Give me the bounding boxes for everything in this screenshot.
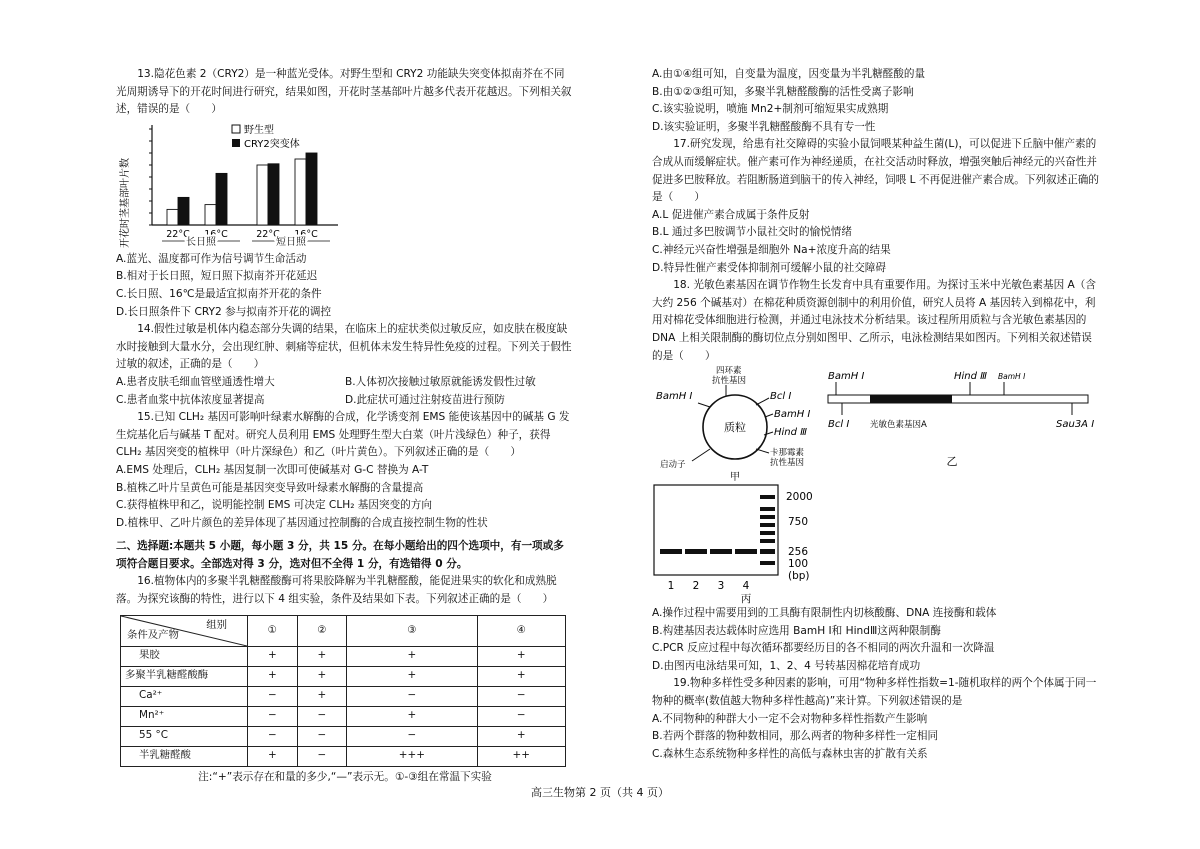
ladder-band	[760, 515, 775, 519]
q18-stem: 18. 光敏色素基因在调节作物生长发育中具有重要作用。为探讨玉米中光敏色素基因 A（含大约 256 个碱基对）在棉花种质资源创制中的利用价值，研究人员将 A 基因转入到棉花中，利用对棉花受体细胞进行检测，并通过电泳技术分析结果。该过程所用质粒与含光敏色素基因的 DNA 上相关限制酶的酶切位点分别如图甲、乙所示，电泳检测结果如图丙。下列相关叙述错误的是（ ）	[652, 279, 1096, 362]
table-cell: −	[248, 726, 298, 746]
bars	[167, 153, 317, 225]
dna-strand	[828, 395, 1088, 403]
long-day-label: 长日照	[186, 236, 216, 248]
dna-bamh1: BamH Ⅰ	[828, 371, 865, 383]
row-label: 多聚半乳糖醛酸酶	[121, 666, 248, 686]
page-footer: 高三生物第 2 页（共 4 页）	[531, 786, 669, 799]
table-cell: −	[297, 706, 347, 726]
q13-option-a: A.蓝光、温度都可作为信号调节生命活动	[116, 252, 307, 265]
hind3-pointer	[764, 432, 773, 435]
q14-option-b: B.人体初次接触过敏原就能诱发假性过敏	[345, 375, 536, 388]
table-cell: +	[347, 706, 477, 726]
tet-label-2: 抗性基因	[712, 376, 747, 387]
x-tick-label: 16°C	[294, 228, 318, 240]
table-cell: −	[248, 706, 298, 726]
plasmid-bamh1-left: BamH Ⅰ	[656, 391, 693, 403]
marker-unit: (bp)	[788, 570, 810, 583]
bar-cry2-mutant	[178, 197, 189, 225]
table-cell: +++	[347, 746, 477, 766]
table-cell: +	[297, 686, 347, 706]
ladder-band	[760, 495, 775, 499]
bar-wild-type	[295, 159, 306, 225]
q18-option-b: B.构建基因表达载体时应选用 BamH Ⅰ和 HindⅢ这两种限制酶	[652, 624, 941, 637]
table-corner	[121, 615, 248, 646]
table-row	[121, 646, 566, 666]
q13-option-d: D.长日照条件下 CRY2 参与拟南芥开花的调控	[116, 305, 332, 318]
q15-option-b: B.植株乙叶片呈黄色可能是基因突变导致叶绿素水解酶的含量提高	[116, 481, 424, 494]
table-row	[121, 666, 566, 686]
corner-bottom: 条件及产物	[127, 629, 179, 642]
bar-cry2-mutant	[306, 153, 317, 225]
plasmid-diagram	[656, 365, 810, 483]
q16-stem: 16.植物体内的多聚半乳糖醛酸酶可将果胶降解为半乳糖醛酸，能促进果实的软化和成熟脱落。为探究该酶的特性，进行以下 4 组实验，条件及结果如下表。下列叙述正确的是（ ）	[116, 575, 557, 606]
table-header-row	[121, 615, 566, 646]
table-cell: +	[248, 646, 298, 666]
lane-1-label: 1	[667, 580, 675, 593]
q14-options-row1	[116, 374, 574, 392]
row-label: Ca²⁺	[121, 686, 248, 706]
q19-option-a: A.不同物种的种群大小一定不会对物种多样性指数产生影响	[652, 712, 928, 725]
dna-bamh1-small: BamH Ⅰ	[998, 372, 1026, 382]
gene-a-segment	[870, 395, 952, 403]
ladder-band	[760, 561, 775, 565]
group-header: ②	[297, 615, 347, 646]
q19-option-c: C.森林生态系统物种多样性的高低与森林虫害的扩散有关系	[652, 747, 928, 760]
q19-option-b: B.若两个群落的物种数相同，那么两者的物种多样性一定相同	[652, 730, 939, 743]
q18-option-a: A.操作过程中需要用到的工具酶有限制性内切核酸酶、DNA 连接酶和载体	[652, 607, 997, 620]
group-header: ④	[477, 615, 566, 646]
table-cell: −	[477, 686, 566, 706]
table-row	[121, 706, 566, 726]
plasmid-bcl1: Bcl Ⅰ	[770, 391, 792, 403]
table-row	[121, 726, 566, 746]
gel-diagram	[652, 483, 1102, 605]
legend-mutant: CRY2突变体	[244, 138, 300, 150]
short-day-label: 短日照	[276, 236, 306, 248]
table-cell: +	[477, 646, 566, 666]
q13-stem: 13.隐花色素 2（CRY2）是一种蓝光受体。对野生型和 CRY2 功能缺失突变体拟南芥在不同光周期诱导下的开花时间进行研究，结果如图，开花时茎基部叶片越多代表开花越迟。下列相关叙述，错误的是（ ）	[116, 68, 572, 116]
plasmid-bamh1-right: BamH Ⅰ	[774, 409, 811, 421]
q17-option-b: B.L 通过多巴胺调节小鼠社交时的愉悦情绪	[652, 226, 852, 239]
fig-jia-caption: 甲	[730, 472, 740, 484]
table-cell: −	[347, 726, 477, 746]
fig-bing-caption: 丙	[740, 593, 752, 606]
lane-3-band	[710, 549, 732, 554]
lane-2-band	[685, 549, 707, 554]
marker-2000: 2000	[786, 491, 813, 504]
x-tick-label: 22°C	[166, 228, 190, 240]
left-column	[116, 66, 574, 786]
ladder-band	[760, 531, 775, 535]
row-label: 果胶	[121, 646, 248, 666]
right-column	[652, 66, 1102, 763]
bar-cry2-mutant	[268, 164, 279, 225]
bar-wild-type	[167, 209, 178, 225]
lane-1-band	[660, 549, 682, 554]
bamh1-right-pointer	[765, 414, 773, 417]
row-label: Mn²⁺	[121, 706, 248, 726]
kan-label-2: 抗性基因	[770, 458, 805, 469]
q15-option-c: C.获得植株甲和乙，说明能控制 EMS 可决定 CLH₂ 基因突变的方向	[116, 499, 432, 512]
q19-stem: 19.物种多样性受多种因素的影响，可用“物种多样性指数=1-随机取样的两个个体属于同一物种的概率(数值越大物种多样性越高)”来计算。下列叙述错误的是	[652, 677, 1097, 708]
q18-option-c: C.PCR 反应过程中每次循环都要经历目的各不相同的两次升温和一次降温	[652, 642, 995, 655]
row-label: 半乳糖醛酸	[121, 746, 248, 766]
kan-pointer	[756, 449, 769, 453]
bar-wild-type	[257, 165, 268, 225]
plasmid-center-label: 质粒	[724, 421, 746, 435]
q17-option-d: D.特异性催产素受体抑制剂可缓解小鼠的社交障碍	[652, 261, 886, 274]
table-cell: −	[297, 746, 347, 766]
bamh1-left-pointer	[698, 403, 710, 407]
legend-wild-swatch	[232, 125, 240, 133]
bar-cry2-mutant	[216, 173, 227, 225]
gel-frame	[654, 485, 778, 575]
dna-diagram	[828, 371, 1094, 468]
q14-stem: 14.假性过敏是机体内稳态部分失调的结果，在临床上的症状类似过敏反应，如皮肤在极度缺水时接触到大量水分，会出现红肿、刺痛等症状，但机体未发生特异性免疫的过程。下列关于假性过敏的叙述，正确的是（ ）	[116, 323, 572, 371]
q17-option-c: C.神经元兴奋性增强是细胞外 Na+浓度升高的结果	[652, 243, 891, 256]
q14-option-a: A.患者皮肤毛细血管壁通透性增大	[116, 375, 275, 388]
group-header: ①	[248, 615, 298, 646]
legend-wild: 野生型	[244, 124, 274, 136]
q16-table	[120, 615, 566, 767]
q16-table-note: 注:“+”表示存在和量的多少,“—”表示无。①-③组在常温下实验	[198, 770, 492, 783]
q13-option-c: C.长日照、16℃是最适宜拟南芥开花的条件	[116, 287, 322, 300]
q14-option-d: D.此症状可通过注射疫苗进行预防	[345, 393, 505, 406]
table-cell: +	[477, 726, 566, 746]
table-row	[121, 686, 566, 706]
bcl1-pointer	[756, 398, 769, 405]
chart-y-label: 开花时茎基部叶片数	[120, 157, 131, 248]
q16-option-b: B.由①②③组可知，多聚半乳糖醛酸酶的活性受离子影响	[652, 85, 914, 98]
x-tick-label: 22°C	[256, 228, 280, 240]
dna-hind3: Hind Ⅲ	[954, 371, 988, 383]
lane-3-label: 3	[717, 580, 725, 593]
q16-option-c: C.该实验说明，喷施 Mn2+制剂可缩短果实成熟期	[652, 103, 889, 116]
promoter-pointer	[692, 449, 710, 461]
legend-mutant-swatch	[232, 139, 240, 147]
group-header: ③	[347, 615, 477, 646]
table-cell: −	[477, 706, 566, 726]
lane-4-label: 4	[742, 580, 750, 593]
gene-a-label: 光敏色素基因A	[870, 420, 927, 431]
table-cell: +	[248, 666, 298, 686]
q18-gel-figure	[652, 483, 1102, 605]
table-cell: +	[248, 746, 298, 766]
q17-stem: 17.研究发现，给患有社交障碍的实验小鼠饲喂某种益生菌(L)，可以促进下丘脑中催产素的合成从而缓解症状。催产素可作为神经递质，在社交活动时释放，增强突触后神经元的兴奋性并促进多巴胺释放。若阻断肠道到脑干的传入神经，饲喂 L 不再促进催产素合成。下列叙述正确的是（ ）	[652, 138, 1099, 204]
marker-256: 256	[788, 546, 809, 559]
q15-option-a: A.EMS 处理后，CLH₂ 基因复制一次即可使碱基对 G-C 替换为 A-T	[116, 463, 429, 476]
q15-option-d: D.植株甲、乙叶片颜色的差异体现了基因通过控制酶的合成直接控制生物的性状	[116, 516, 488, 529]
plasmid-and-dna-figure	[652, 365, 1102, 483]
q16-option-a: A.由①④组可知，自变量为温度，因变量为半乳糖醛酸的量	[652, 68, 926, 80]
ladder-band	[760, 549, 775, 554]
dna-sau3a1: Sau3A Ⅰ	[1056, 419, 1095, 431]
q17-option-a: A.L 促进催产素合成属于条件反射	[652, 208, 810, 221]
q15-stem: 15.已知 CLH₂ 基因可影响叶绿素水解酶的合成，化学诱变剂 EMS 能使该基因中的碱基 G 发生烷基化后与碱基 T 配对。研究人员利用 EMS 处理野生型大白菜（叶片浅绿色）种子，获得 CLH₂ 基因突变的植株甲（叶片深绿色）和乙（叶片黄色）。下列叙述正确的是（ ）	[116, 411, 570, 459]
table-cell: −	[297, 726, 347, 746]
lane-2-label: 2	[692, 580, 700, 593]
kan-label: 卡那霉素	[770, 448, 805, 459]
q14-options-row2	[116, 392, 574, 410]
table-cell: +	[297, 666, 347, 686]
promoter-label: 启动子	[660, 460, 686, 471]
tet-label: 四环素	[716, 366, 742, 377]
marker-100: 100	[788, 558, 809, 571]
lane-4-band	[735, 549, 757, 554]
ladder-band	[760, 507, 775, 511]
section-2-heading: 二、选择题:本题共 5 小题，每小题 3 分，共 15 分。在每小题给出的四个选项中，有一项或多项符合题目要求。全部选对得 3 分，选对但不全得 1 分，有选错得 0 分。	[116, 540, 564, 570]
x-tick-label: 16°C	[204, 228, 228, 240]
q18-figures-top	[652, 365, 1102, 483]
q18-option-d: D.由图丙电泳结果可知，1、2、4 号转基因棉花培育成功	[652, 659, 921, 672]
ladder-band	[760, 539, 775, 543]
row-label: 55 °C	[121, 726, 248, 746]
q13-bar-chart	[116, 121, 346, 249]
corner-top: 组别	[206, 618, 227, 631]
q16-option-d: D.该实验证明，多聚半乳糖醛酸酶不具有专一性	[652, 120, 876, 133]
plasmid-hind3: Hind Ⅲ	[774, 427, 808, 439]
table-row	[121, 746, 566, 766]
bar-wild-type	[205, 204, 216, 224]
fig-yi-caption: 乙	[946, 455, 958, 469]
table-cell: +	[297, 646, 347, 666]
q14-option-c: C.患者血浆中抗体浓度显著提高	[116, 393, 265, 406]
table-cell: ++	[477, 746, 566, 766]
table-cell: +	[477, 666, 566, 686]
dna-bcl1: Bcl Ⅰ	[828, 419, 850, 431]
table-cell: −	[248, 686, 298, 706]
ladder-band	[760, 523, 775, 527]
marker-750: 750	[788, 516, 809, 529]
table-cell: +	[347, 646, 477, 666]
table-cell: +	[347, 666, 477, 686]
table-cell: −	[347, 686, 477, 706]
q13-option-b: B.相对于长日照，短日照下拟南芥开花延迟	[116, 270, 318, 283]
